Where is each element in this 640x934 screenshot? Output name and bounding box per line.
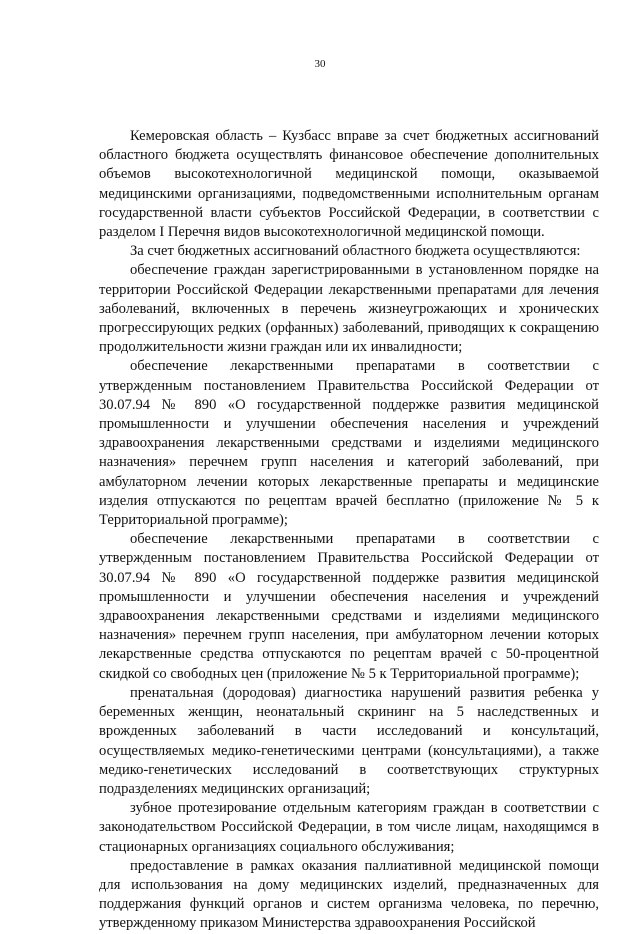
paragraph-palliative-devices: предоставление в рамках оказания паллиативной медицинской помощи для использования на дому медицинских изделий, предназначенных для поддержания функций органов и систем организма человека, по перечню, утвержденному приказом Министерства здравоохранения Российской [99, 857, 599, 932]
paragraph-budget-intro: За счет бюджетных ассигнований областного бюджета осуществляются: [130, 243, 581, 260]
page-number: 30 [314, 58, 326, 70]
paragraph-vmp-financing: Кемеровская область – Кузбасс вправе за счет бюджетных ассигнований областного бюджета осуществлять финансовое обеспечение дополнительных объемов высокотехнологичной медицинской помощи, оказываемой медицинскими организациями, подведомственными исполнительным органам государственной власти субъектов Российской Федерации, в соответствии с разделом I Перечня видов высокотехнологичной медицинской помощи. [99, 128, 599, 241]
paragraph-discount-prescriptions: обеспечение лекарственными препаратами в соответствии с утвержденным постановлением Правительства Российской Федерации от 30.07.94 № 890 «О государственной поддержке развития медицинской промышленности и улучшении обеспечения населения и учреждений здравоохранения лекарственными средствами и изделиями медицинского назначения» перечнем групп населения, при амбулаторном лечении которых лекарственные средства отпускаются по рецептам врачей с 50-процентной скидкой со свободных цен (приложение № 5 к Территориальной программе); [99, 531, 599, 682]
paragraph-prenatal-diagnostics: пренатальная (дородовая) диагностика нарушений развития ребенка у беременных женщин, неонатальный скрининг на 5 наследственных и врожденных заболеваний в части исследований и консультаций, осуществляемых медико-генетическими центрами (консультациями), а также медико-генетических исследований в соответствующих структурных подразделениях медицинских организаций; [99, 684, 599, 797]
paragraph-free-prescriptions: обеспечение лекарственными препаратами в соответствии с утвержденным постановлением Правительства Российской Федерации от 30.07.94 № 890 «О государственной поддержке развития медицинской промышленности и улучшении обеспечения населения и учреждений здравоохранения лекарственными средствами и изделиями медицинского назначения» перечнем групп населения и категорий заболеваний, при амбулаторном лечении которых лекарственные препараты и медицинские изделия отпускаются по рецептам врачей бесплатно (приложение № 5 к Территориальной программе); [99, 358, 599, 529]
paragraph-dental-prosthetics: зубное протезирование отдельным категориям граждан в соответствии с законодательством Российской Федерации, в том числе лицам, находящимся в стационарных организациях социального обслуживания; [99, 800, 599, 855]
paragraph-orphan-drugs: обеспечение граждан зарегистрированными в установленном порядке на территории Российской Федерации лекарственными препаратами для лечения заболеваний, включенных в перечень жизнеугрожающих и хронических прогрессирующих редких (орфанных) заболеваний, приводящих к сокращению продолжительности жизни граждан или их инвалидности; [99, 262, 599, 356]
document-body [99, 127, 599, 934]
